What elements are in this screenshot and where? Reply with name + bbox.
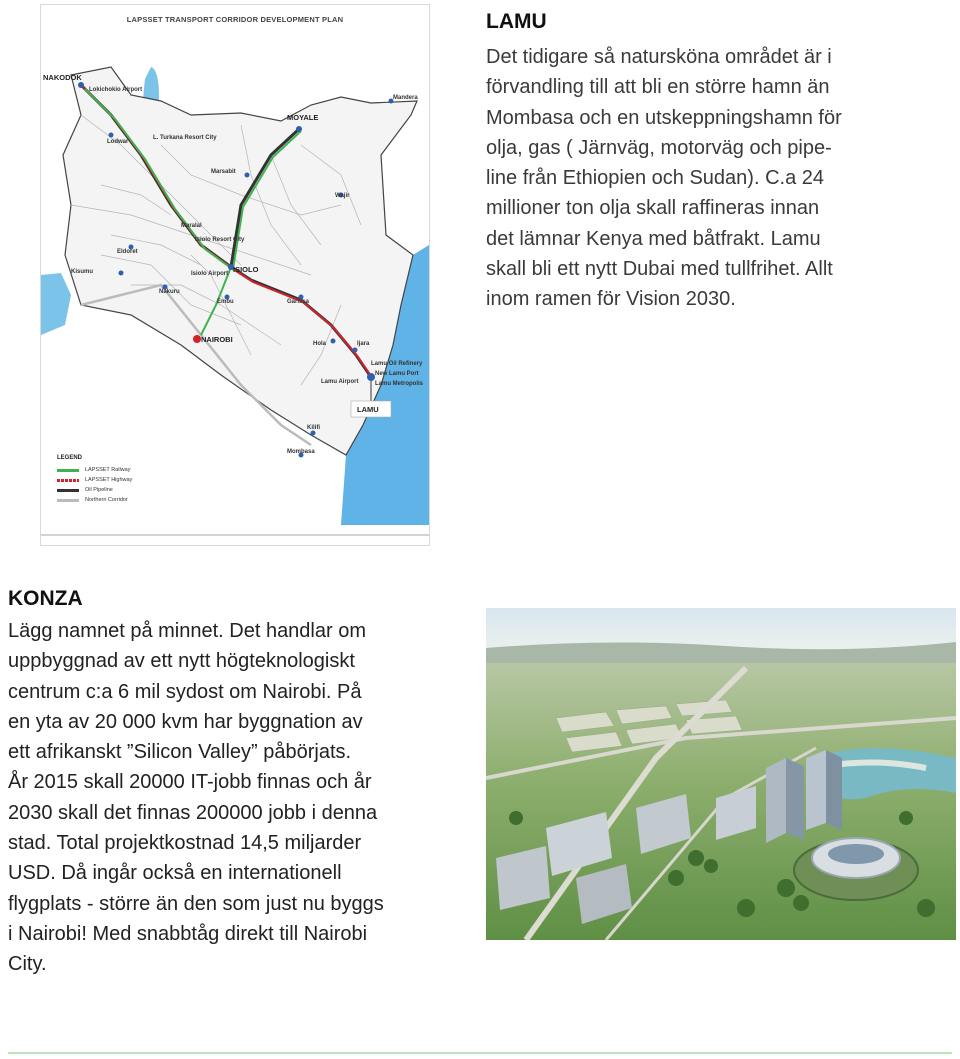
town-label: Lamu Airport (321, 379, 359, 385)
text-line: i Nairobi! Med snabbtåg direkt till Nairobi (8, 922, 368, 945)
town-label: Kilifi (307, 425, 320, 431)
text-line: Lägg namnet på minnet. Det handlar om (8, 620, 366, 642)
town-label: Mandera (393, 95, 418, 101)
text-line: City. (8, 953, 47, 976)
town-label: Maralal (181, 223, 202, 229)
legend-item (57, 495, 177, 505)
text-line: line från Ethiopien och Sudan). C.a 24 (486, 167, 824, 190)
town-label: LAMU (357, 405, 379, 414)
text-line: förvandling till att bli en större hamn än (486, 76, 830, 99)
town-label: Lamu Metropolis (375, 381, 424, 387)
lamu-heading: LAMU (486, 10, 547, 33)
town-label: MOYALE (287, 113, 319, 122)
legend-label: Oil Pipeline (85, 487, 113, 493)
konza-paragraph (8, 616, 463, 980)
town-label: Ijara (357, 341, 370, 347)
legend-swatch (57, 479, 79, 482)
town-label: NAKODOK (43, 73, 82, 82)
text-line: Det tidigare så natursköna området är i (486, 46, 832, 68)
text-line: skall bli ett nytt Dubai med tullfrihet. Allt (486, 258, 833, 281)
legend-title: LEGEND (57, 455, 83, 461)
lamu-paragraph (486, 42, 936, 315)
text-line: olja, gas ( Järnväg, motorväg och pipe- (486, 136, 832, 159)
map-title: LAPSSET TRANSPORT CORRIDOR DEVELOPMENT PLAN (126, 15, 344, 24)
legend-label: Northern Corridor (85, 497, 128, 503)
town-label: Embu (217, 299, 234, 305)
map-legend (57, 455, 177, 505)
town-label: Marsabit (211, 169, 236, 175)
town-label: New Lamu Port (375, 371, 419, 377)
town-label: Lokichokio Airport (89, 87, 143, 93)
lapsset-map (40, 4, 430, 546)
town-label: Eldoret (117, 249, 138, 255)
legend-label: LAPSSET Railway (85, 467, 131, 473)
text-line: USD. Då ingår också en internationell (8, 862, 342, 885)
legend-label: LAPSSET Highway (85, 477, 133, 483)
legend-item (57, 485, 177, 495)
text-line: flygplats - större än den som just nu byggs (8, 892, 384, 915)
bottom-divider (8, 1052, 952, 1054)
text-line: en yta av 20 000 kvm har byggnation av (8, 710, 363, 733)
text-line: Mombasa och en utskeppningshamn för (486, 106, 842, 129)
legend-item (57, 465, 177, 475)
town-label: Kisumu (71, 269, 94, 275)
text-line: inom ramen för Vision 2030. (486, 288, 736, 311)
legend-swatch (57, 469, 79, 472)
town-label: Lodwar (107, 139, 129, 145)
text-line: centrum c:a 6 mil sydost om Nairobi. På (8, 680, 362, 703)
town-label: Lamu Oil Refinery (371, 361, 423, 367)
text-line: År 2015 skall 20000 IT-jobb finnas och år (8, 771, 372, 794)
aerial-city-illustration (486, 608, 956, 940)
konza-aerial-photo (486, 608, 956, 940)
text-line: det lämnar Kenya med båtfrakt. Lamu (486, 227, 821, 250)
text-line: ett afrikanskt ”Silicon Valley” påbörjats. (8, 741, 352, 764)
konza-heading: KONZA (8, 587, 83, 610)
text-line: stad. Total projektkostnad 14,5 miljarder (8, 832, 362, 855)
legend-item (57, 475, 177, 485)
town-label: Wajir (335, 193, 350, 199)
town-label: Garissa (287, 299, 310, 305)
town-label: Hola (313, 341, 327, 347)
town-label: ISIOLO (233, 265, 259, 274)
town-label: Mombasa (287, 449, 315, 455)
legend-swatch (57, 489, 79, 492)
town-label: Nakuru (159, 289, 180, 295)
town-label: Isiolo Resort City (195, 237, 245, 243)
text-line: millioner ton olja skall raffineras innan (486, 197, 820, 220)
town-label: L. Turkana Resort City (153, 135, 217, 141)
legend-swatch (57, 499, 79, 502)
text-line: 2030 skall det finnas 200000 jobb i denna (8, 801, 378, 824)
town-label: NAIROBI (201, 335, 233, 344)
kenya-outline (63, 67, 417, 455)
lake-victoria (41, 273, 71, 335)
town-label: Isiolo Airport (191, 271, 229, 277)
text-line: uppbyggnad av ett nytt högteknologiskt (8, 650, 355, 673)
nairobi-marker (193, 335, 201, 343)
